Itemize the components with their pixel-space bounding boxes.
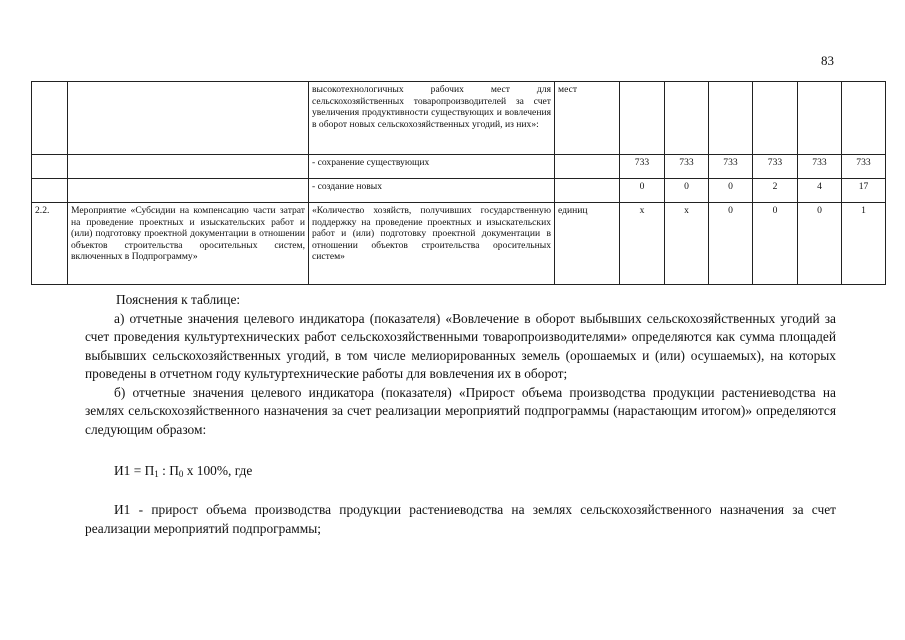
page-number: 83 bbox=[821, 53, 834, 68]
value-cell: 733 bbox=[798, 155, 842, 179]
table-cell bbox=[32, 155, 68, 179]
formula-sub-1: 1 bbox=[154, 469, 159, 479]
notes-heading: Пояснения к таблице: bbox=[116, 292, 241, 307]
unit-cell bbox=[555, 155, 620, 179]
note-b: б) отчетные значения целевого индикатора (показателя) «Прирост объема производства продукции растениеводства на землях сельскохозяйственного назначения за счет реализации мероприятий подпрограммы (нарастающим итогом)» определяются следующим образом: bbox=[85, 384, 836, 437]
value-cell: 0 bbox=[665, 179, 709, 203]
value-cell: 733 bbox=[709, 155, 753, 179]
table-cell bbox=[842, 82, 886, 155]
number-cell: 2.2. bbox=[32, 203, 68, 285]
table-row bbox=[32, 155, 886, 179]
note-a: а) отчетные значения целевого индикатора (показателя) «Вовлечение в оборот выбывших сельскохозяйственных угодий за счет проведения культуртехнических работ сельскохозяйственными товаропроизводителями» определяются как сумма площадей выбывших сельскохозяйственных угодий, в том числе мелиорированных земель (орошаемых и (или) осушаемых), на которых проведены в отчетном году культуртехнические работы для вовлечения их в оборот; bbox=[85, 310, 836, 381]
value-cell: 0 bbox=[620, 179, 665, 203]
formula-mid: : П bbox=[158, 463, 179, 478]
table-cell bbox=[68, 179, 309, 203]
definition-text: И1 - прирост объема производства продукции растениеводства на землях сельскохозяйственного назначения за счет реализации мероприятий подпрограммы; bbox=[85, 502, 836, 536]
value-cell: х bbox=[620, 203, 665, 285]
indicator-table bbox=[31, 81, 886, 285]
value-cell: 17 bbox=[842, 179, 886, 203]
value-cell: 0 bbox=[709, 179, 753, 203]
indicator-cell: «Количество хозяйств, получивших государственную поддержку на проведение проектных и изыскательских работ и (или) подготовку проектной документации в отношении объектов строительства оросительных систем» bbox=[309, 203, 555, 285]
event-cell: Мероприятие «Субсидии на компенсацию части затрат на проведение проектных и изыскательских работ и (или) подготовку проектной документации в отношении объектов строительства оросительных систем, включенных в Подпрограмму» bbox=[68, 203, 309, 285]
table-cell bbox=[665, 82, 709, 155]
notes-section bbox=[85, 291, 836, 439]
value-cell: 733 bbox=[665, 155, 709, 179]
formula-lhs: И1 = П bbox=[114, 463, 155, 478]
value-cell: 733 bbox=[842, 155, 886, 179]
value-cell: 2 bbox=[753, 179, 798, 203]
unit-cell bbox=[555, 179, 620, 203]
table-cell bbox=[32, 82, 68, 155]
value-cell: 0 bbox=[709, 203, 753, 285]
value-cell: 733 bbox=[753, 155, 798, 179]
value-cell: 1 bbox=[842, 203, 886, 285]
table-cell bbox=[709, 82, 753, 155]
formula-rhs: х 100%, где bbox=[183, 463, 253, 478]
value-cell: 4 bbox=[798, 179, 842, 203]
table-row bbox=[32, 82, 886, 155]
definition-section bbox=[85, 500, 836, 538]
table-row bbox=[32, 203, 886, 285]
unit-cell: единиц bbox=[555, 203, 620, 285]
formula-sub-0: 0 bbox=[178, 469, 184, 479]
value-cell: 0 bbox=[798, 203, 842, 285]
value-cell: 733 bbox=[620, 155, 665, 179]
unit-cell: мест bbox=[555, 82, 620, 155]
table-cell bbox=[68, 155, 309, 179]
indicator-cell: высокотехнологичных рабочих мест для сельскохозяйственных товаропроизводителей за счет увеличения продуктивности существующих и вовлечения в оборот новых сельскохозяйственных угодий, из них»: bbox=[309, 82, 555, 155]
value-cell: 0 bbox=[753, 203, 798, 285]
table-cell bbox=[68, 82, 309, 155]
indicator-cell: - создание новых bbox=[309, 179, 555, 203]
table-cell bbox=[753, 82, 798, 155]
table-cell bbox=[798, 82, 842, 155]
table-cell bbox=[32, 179, 68, 203]
value-cell: х bbox=[665, 203, 709, 285]
formula bbox=[114, 463, 252, 479]
table-row bbox=[32, 179, 886, 203]
table-cell bbox=[620, 82, 665, 155]
indicator-cell: - сохранение существующих bbox=[309, 155, 555, 179]
